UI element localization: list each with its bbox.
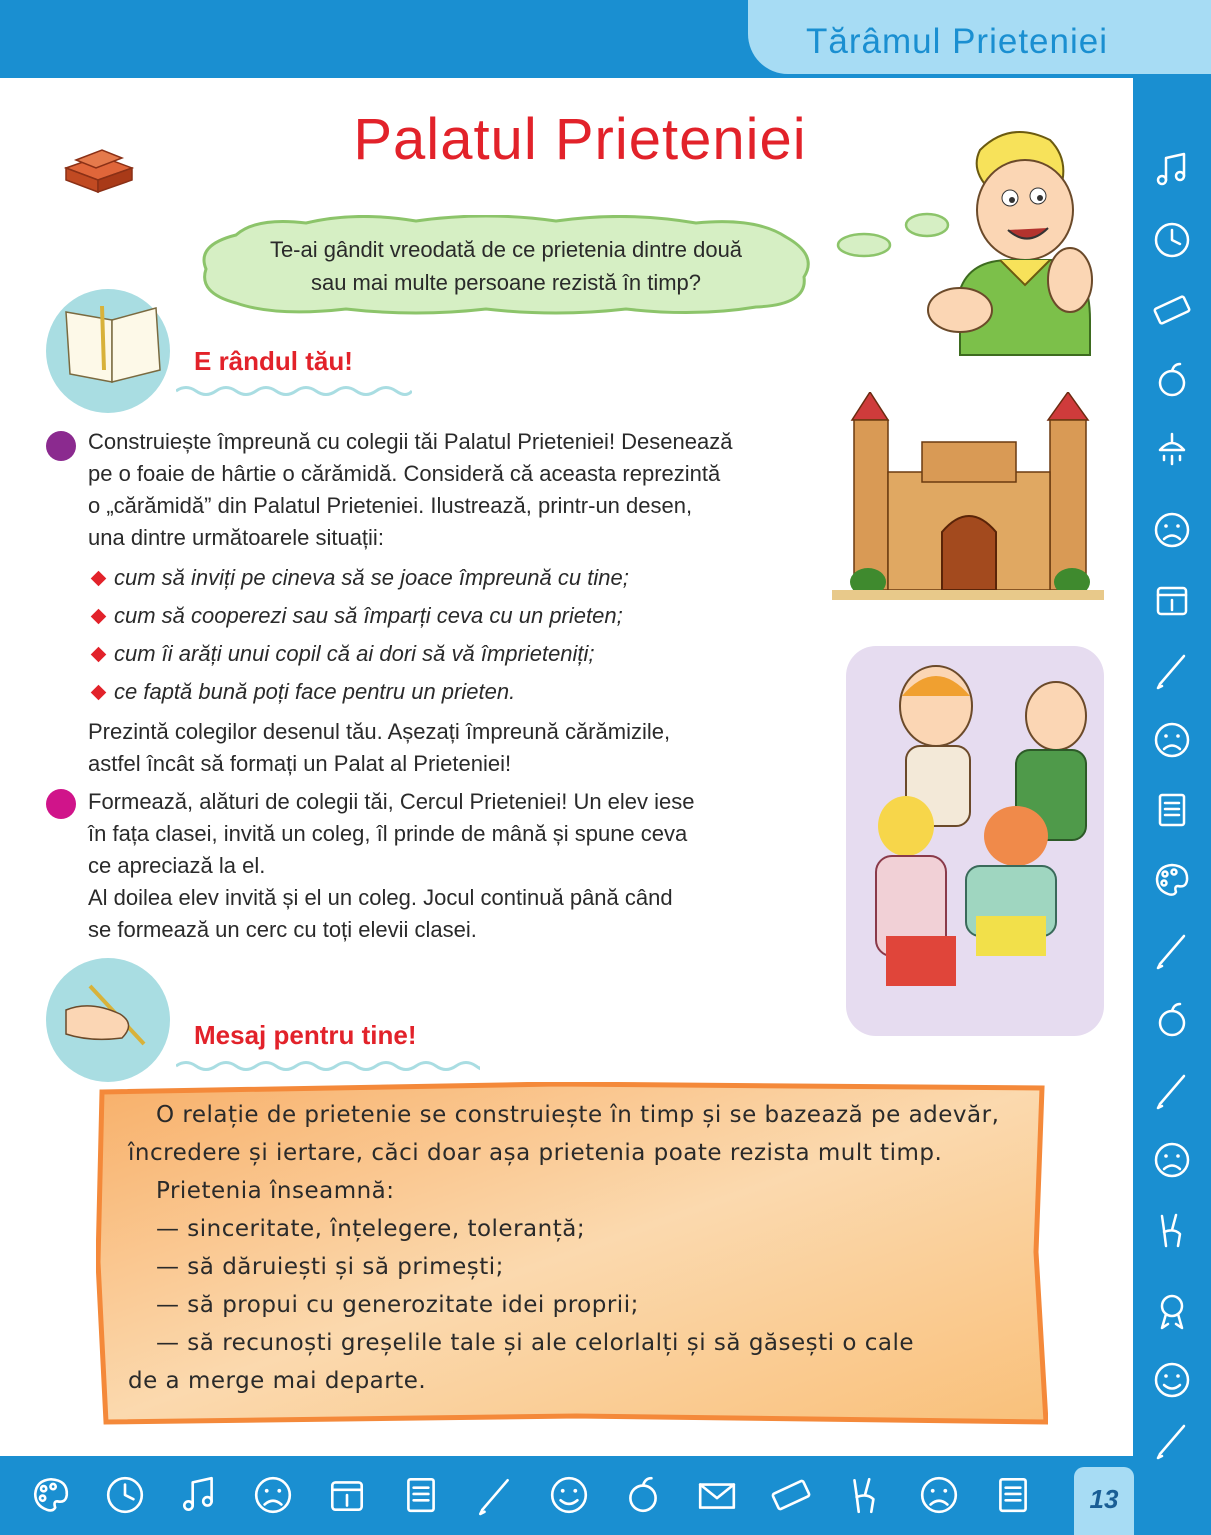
cloud-question	[218, 233, 794, 299]
palette-icon	[1152, 860, 1192, 900]
page-number: 13	[1089, 1484, 1119, 1514]
task2-line: în fața clasei, invită un coleg, îl prinde de mână și spune ceva	[88, 821, 688, 846]
medal-icon	[1152, 1290, 1192, 1330]
task1-paragraph	[88, 426, 732, 554]
sad-face-icon	[1152, 510, 1192, 550]
task2-line: Formează, alături de colegii tăi, Cercul Prieteniei! Un elev iese	[88, 789, 695, 814]
sad-face-icon	[252, 1474, 294, 1516]
victory-hand-icon	[844, 1474, 886, 1516]
bullet-magenta	[46, 789, 76, 819]
message-line: de a merge mai departe.	[128, 1368, 427, 1394]
task1-closing	[88, 716, 670, 780]
envelope-icon	[696, 1474, 738, 1516]
diamond-bullet	[91, 647, 107, 663]
music-note-icon	[1152, 150, 1192, 190]
message-line: O relație de prietenie se construiește în timp și se bazează pe adevăr,	[156, 1102, 1000, 1128]
pencil-icon	[1152, 1070, 1192, 1110]
message-line: — să dăruiești și să primești;	[156, 1254, 504, 1280]
page-title: Palatul Prieteniei	[353, 107, 807, 172]
toothbrush-icon	[1152, 650, 1192, 690]
message-line: Prietenia înseamnă:	[156, 1178, 395, 1204]
task1-line: Construiește împreună cu colegii tăi Palatul Prieteniei! Desenează	[88, 429, 733, 454]
boy-illustration	[920, 120, 1100, 365]
section-heading-your-turn: E rândul tău!	[194, 346, 353, 376]
sad-face-icon	[1152, 1140, 1192, 1180]
notebook-icon	[58, 300, 168, 395]
smiley-icon	[1152, 1360, 1192, 1400]
notebook-icon	[1152, 790, 1192, 830]
ticket-icon	[770, 1474, 812, 1516]
task1-after-line: astfel încât să formați un Palat al Prieteniei!	[88, 751, 512, 776]
header-title: Tărâmul Prieteniei	[806, 22, 1108, 61]
task2-line: ce apreciază la el.	[88, 853, 266, 878]
apples-icon	[622, 1474, 664, 1516]
flute-icon	[1152, 930, 1192, 970]
toothbrush-icon	[474, 1474, 516, 1516]
apples-icon	[1152, 1000, 1192, 1040]
music-note-icon	[178, 1474, 220, 1516]
thought-puff-small	[834, 230, 894, 265]
task1-line: pe o foaie de hârtie o cărămidă. Consideră că aceasta reprezintă	[88, 461, 721, 486]
victory-hand-icon	[1152, 1210, 1192, 1250]
smiley-icon	[548, 1474, 590, 1516]
clock-icon	[1152, 220, 1192, 260]
section-heading-message: Mesaj pentru tine!	[194, 1020, 417, 1050]
cloud-line-2: sau mai multe persoane rezistă în timp?	[310, 270, 702, 295]
situation-item: cum să inviți pe cineva să se joace împreună cu tine;	[114, 565, 629, 590]
bullet-purple	[46, 431, 76, 461]
diamond-bullet	[91, 609, 107, 625]
angry-face-icon	[918, 1474, 960, 1516]
palette-icon	[30, 1474, 72, 1516]
task2-paragraph	[88, 786, 695, 946]
message-line: — să recunoști greșelile tale și ale celorlalți și să găsești o cale	[156, 1330, 915, 1356]
angry-face-icon	[1152, 720, 1192, 760]
writing-hand-icon	[60, 980, 160, 1055]
task1-line: o „cărămidă” din Palatul Prieteniei. Ilustrează, printr-un desen,	[88, 493, 693, 518]
clock-icon	[104, 1474, 146, 1516]
task2-line: se formează un cerc cu toți elevii clasei.	[88, 917, 477, 942]
calendar-icon	[326, 1474, 368, 1516]
castle-illustration	[832, 392, 1104, 607]
calendar-icon	[1152, 580, 1192, 620]
shower-icon	[1152, 430, 1192, 470]
brush-icon	[1152, 1420, 1192, 1460]
diamond-bullet	[91, 571, 107, 587]
task1-line: una dintre următoarele situații:	[88, 525, 384, 550]
ticket-icon	[1152, 290, 1192, 330]
diamond-bullet	[91, 685, 107, 701]
cloud-line-1: Te-ai gândit vreodată de ce prietenia dintre două	[269, 237, 743, 262]
situation-item: cum îi arăți unui copil că ai dori să vă împrieteniți;	[114, 641, 595, 666]
task2-line: Al doilea elev invită și el un coleg. Jocul continuă până când	[88, 885, 673, 910]
message-line: — să propui cu generozitate idei proprii;	[156, 1292, 639, 1318]
children-circle-illustration	[846, 646, 1104, 1041]
situation-item: ce faptă bună poți face pentru un prieten.	[114, 679, 516, 704]
wavy-underline	[176, 384, 412, 403]
apple-icon	[1152, 360, 1192, 400]
task1-after-line: Prezintă colegilor desenul tău. Așezați împreună cărămizile,	[88, 719, 671, 744]
message-line: încredere și iertare, căci doar așa prietenia poate rezista mult timp.	[128, 1140, 943, 1166]
situation-item: cum să cooperezi sau să împarți ceva cu un prieten;	[114, 603, 623, 628]
notebook-icon	[992, 1474, 1034, 1516]
book-icon	[400, 1474, 442, 1516]
message-line: — sinceritate, înțelegere, toleranță;	[156, 1216, 586, 1242]
wavy-underline	[176, 1059, 480, 1078]
bricks-icon	[62, 146, 138, 201]
